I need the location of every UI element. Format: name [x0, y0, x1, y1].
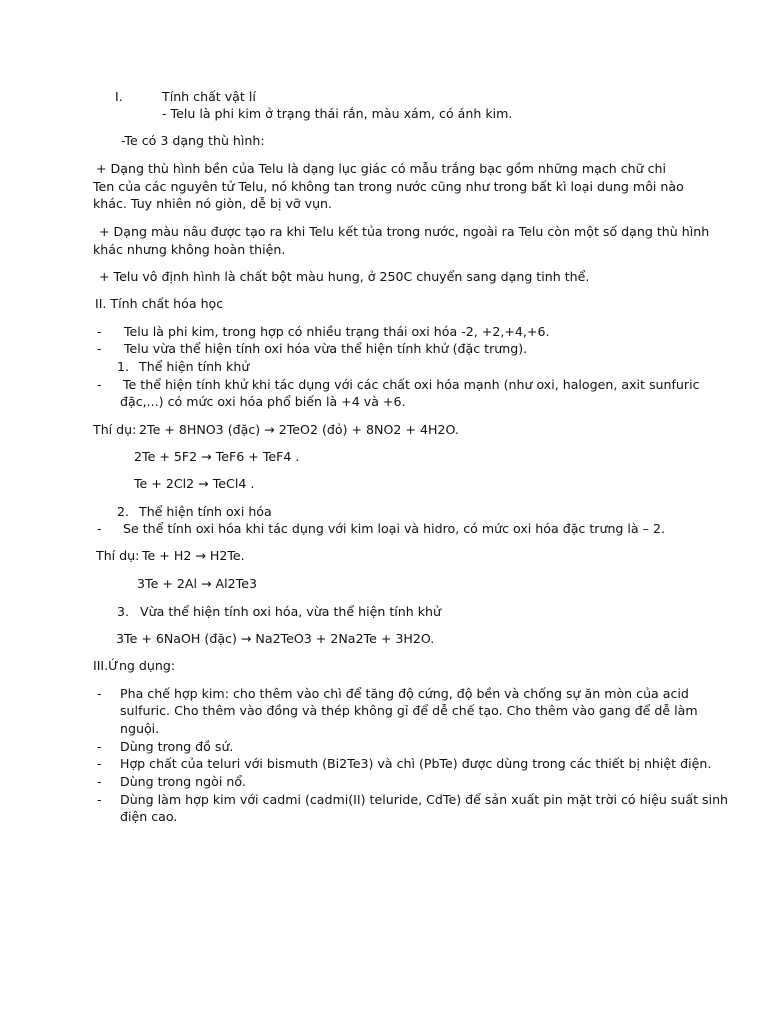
subsection-1-number: 1.: [117, 359, 130, 374]
example-1-label: Thí dụ:: [93, 422, 137, 437]
example-1-equation-2: 2Te + 5F2 → TeF6 + TeF4 .: [134, 449, 300, 464]
bullet-marker: -: [97, 774, 102, 789]
application-4: Dùng trong ngòi nổ.: [120, 774, 247, 789]
subsection-3-number: 3.: [117, 604, 130, 619]
section-1-number: I.: [115, 89, 123, 104]
section-3-title: III.Ứng dụng:: [93, 658, 176, 673]
section-2-title: II. Tính chất hóa học: [95, 296, 224, 311]
example-1-equation-1: 2Te + 8HNO3 (đặc) → 2TeO2 (đỏ) + 8NO2 + 4H2O.: [139, 422, 459, 437]
chem-bullet-2: Telu vừa thể hiện tính oxi hóa vừa thể hiện tính khử (đặc trưng).: [124, 341, 528, 356]
application-2: Dùng trong đồ sứ.: [120, 739, 234, 754]
allotrope-1-line-3: khác. Tuy nhiên nó giòn, dễ bị vỡ vụn.: [93, 196, 333, 211]
application-5-line-2: điện cao.: [120, 809, 178, 824]
bullet-marker: -: [97, 739, 102, 754]
subsection-2-title: Thể hiện tính oxi hóa: [139, 504, 272, 519]
application-1-line-2: sulfuric. Cho thêm vào đồng và thép không gỉ để dễ chế tạo. Cho thêm vào gang để dễ làm: [120, 703, 698, 718]
bullet-marker: -: [97, 686, 102, 701]
application-1-line-3: nguội.: [120, 721, 160, 736]
allotrope-2-line-2: khác nhưng không hoàn thiện.: [93, 242, 286, 257]
bullet-marker: -: [97, 756, 102, 771]
example-2-label: Thí dụ:: [96, 548, 140, 563]
oxidizing-bullet: Se thể tính oxi hóa khi tác dụng với kim loại và hidro, có mức oxi hóa đặc trưng là – 2.: [123, 521, 665, 536]
allotrope-1-line-1: + Dạng thù hình bền của Telu là dạng lục giác có mẫu trắng bạc gồm những mạch chữ chi: [96, 161, 667, 176]
allotrope-2-line-1: + Dạng màu nâu được tạo ra khi Telu kết tủa trong nước, ngoài ra Telu còn một số dạng thù hình: [99, 224, 710, 239]
allotrope-3: + Telu vô định hình là chất bột màu hung, ở 250C chuyển sang dạng tinh thể.: [99, 269, 590, 284]
bullet-marker: -: [97, 341, 102, 356]
subsection-2-number: 2.: [117, 504, 130, 519]
reducing-bullet-line-1: Te thể hiện tính khử khi tác dụng với các chất oxi hóa mạnh (như oxi, halogen, axit sunfuric: [123, 377, 700, 392]
example-1-equation-3: Te + 2Cl2 → TeCl4 .: [134, 476, 255, 491]
example-2-equation-2: 3Te + 2Al → Al2Te3: [137, 576, 257, 591]
allotrope-1-line-2: Ten của các nguyên tử Telu, nó không tan trong nước cũng như trong bất kì loại dung môi nào: [93, 179, 684, 194]
example-3-equation-1: 3Te + 6NaOH (đặc) → Na2TeO3 + 2Na2Te + 3H2O.: [116, 631, 435, 646]
section-1-intro: - Telu là phi kim ở trạng thái rắn, màu xám, có ánh kim.: [162, 106, 513, 121]
bullet-marker: -: [97, 792, 102, 807]
application-5-line-1: Dùng làm hợp kim với cadmi (cadmi(II) teluride, CdTe) để sản xuất pin mặt trời có hiệu suất sinh: [120, 792, 729, 807]
bullet-marker: -: [97, 521, 102, 536]
example-2-equation-1: Te + H2 → H2Te.: [142, 548, 245, 563]
bullet-marker: -: [97, 324, 102, 339]
chem-bullet-1: Telu là phi kim, trong hợp có nhiều trạng thái oxi hóa -2, +2,+4,+6.: [124, 324, 550, 339]
application-1-line-1: Pha chế hợp kim: cho thêm vào chì để tăng độ cứng, độ bền và chống sự ăn mòn của acid: [120, 686, 689, 701]
application-3: Hợp chất của teluri với bismuth (Bi2Te3) và chì (PbTe) được dùng trong các thiết bị nhiệt điện.: [120, 756, 712, 771]
allotropes-intro: -Te có 3 dạng thù hình:: [121, 133, 265, 148]
bullet-marker: -: [97, 377, 102, 392]
section-1-title: Tính chất vật lí: [162, 89, 256, 104]
subsection-3-title: Vừa thể hiện tính oxi hóa, vừa thể hiện tính khử: [140, 604, 441, 619]
subsection-1-title: Thể hiện tính khử: [139, 359, 250, 374]
reducing-bullet-line-2: đặc,...) có mức oxi hóa phổ biến là +4 và +6.: [120, 394, 406, 409]
